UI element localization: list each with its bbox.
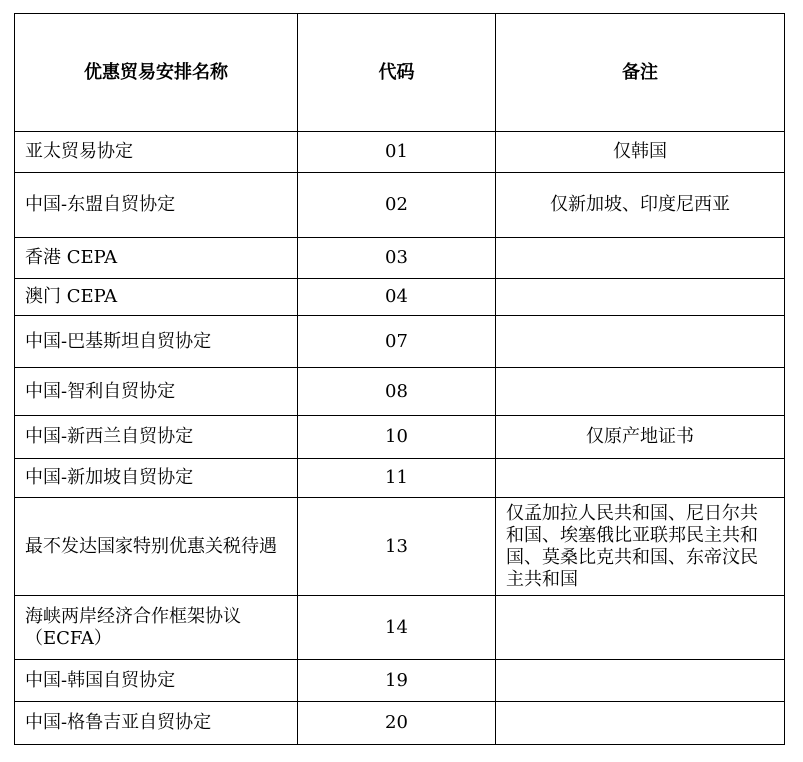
row-code: 08 [298, 368, 496, 416]
row-note [496, 459, 785, 498]
row-note: 仅孟加拉人民共和国、尼日尔共和国、埃塞俄比亚联邦民主共和国、莫桑比克共和国、东帝汶民主共和国 [496, 498, 785, 596]
row-code: 11 [298, 459, 496, 498]
table-row [15, 596, 785, 660]
table-row [15, 498, 785, 596]
row-code: 13 [298, 498, 496, 596]
table-row [15, 316, 785, 368]
row-code: 19 [298, 660, 496, 702]
row-name: 中国-格鲁吉亚自贸协定 [15, 702, 298, 745]
row-name: 海峡两岸经济合作框架协议（ECFA） [15, 596, 298, 660]
row-name: 中国-巴基斯坦自贸协定 [15, 316, 298, 368]
table-row [15, 459, 785, 498]
row-note [496, 596, 785, 660]
row-note [496, 238, 785, 279]
table-row [15, 660, 785, 702]
row-name: 中国-新加坡自贸协定 [15, 459, 298, 498]
header-name: 优惠贸易安排名称 [15, 14, 298, 132]
row-note: 仅原产地证书 [496, 416, 785, 459]
row-note: 仅韩国 [496, 132, 785, 173]
table-row [15, 132, 785, 173]
table-row [15, 238, 785, 279]
table-row [15, 702, 785, 745]
table-row [15, 368, 785, 416]
row-name: 中国-智利自贸协定 [15, 368, 298, 416]
row-name: 中国-韩国自贸协定 [15, 660, 298, 702]
row-code: 03 [298, 238, 496, 279]
row-code: 07 [298, 316, 496, 368]
table-row [15, 173, 785, 238]
row-code: 20 [298, 702, 496, 745]
row-note [496, 368, 785, 416]
row-name: 中国-新西兰自贸协定 [15, 416, 298, 459]
row-code: 02 [298, 173, 496, 238]
row-note [496, 702, 785, 745]
row-code: 14 [298, 596, 496, 660]
row-name: 亚太贸易协定 [15, 132, 298, 173]
row-name: 澳门 CEPA [15, 279, 298, 316]
row-note: 仅新加坡、印度尼西亚 [496, 173, 785, 238]
header-code: 代码 [298, 14, 496, 132]
preferential-trade-table [14, 13, 785, 745]
row-name: 中国-东盟自贸协定 [15, 173, 298, 238]
row-code: 04 [298, 279, 496, 316]
header-note: 备注 [496, 14, 785, 132]
table-row [15, 279, 785, 316]
row-note [496, 279, 785, 316]
row-note [496, 316, 785, 368]
row-name: 香港 CEPA [15, 238, 298, 279]
row-note [496, 660, 785, 702]
row-code: 01 [298, 132, 496, 173]
row-code: 10 [298, 416, 496, 459]
table-row [15, 416, 785, 459]
table-header-row [15, 14, 785, 132]
row-name: 最不发达国家特别优惠关税待遇 [15, 498, 298, 596]
